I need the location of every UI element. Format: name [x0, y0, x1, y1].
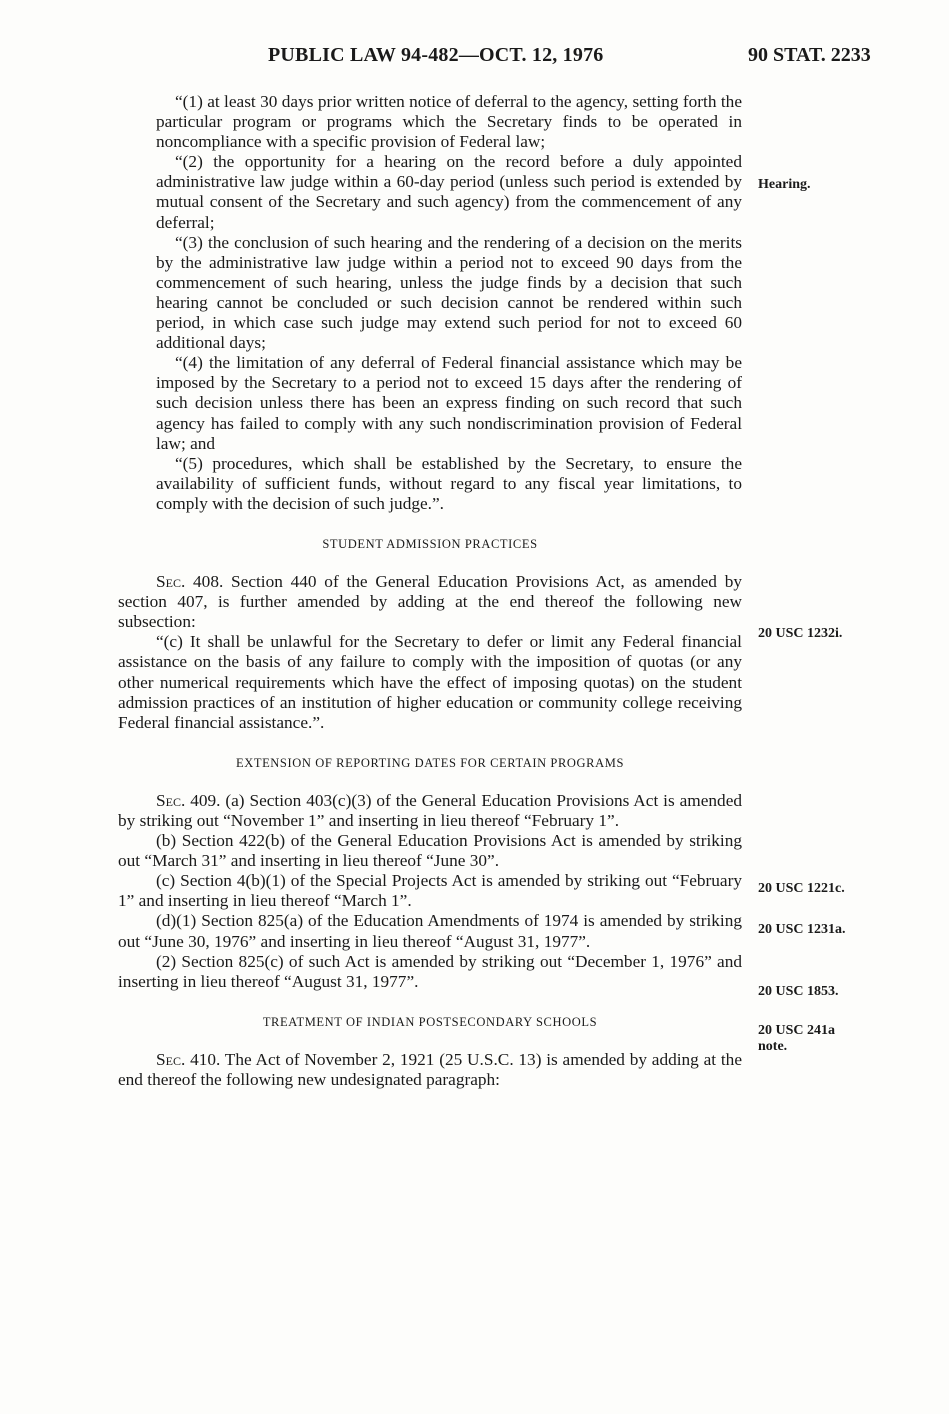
paragraph-item-4: “(4) the limitation of any deferral of Federal financial assistance which may be imposed by the Secretary to a period not to exceed 15 days after the rendering of such decision unless there has been an express finding on such record that such agency has failed to comply with any such nondiscrimination provision of Federal law; and: [156, 353, 742, 453]
running-header: [0, 44, 949, 74]
heading-indian-postsecondary-schools: TREATMENT OF INDIAN POSTSECONDARY SCHOOLS: [262, 1014, 598, 1029]
section-409-paragraph-a: [118, 791, 742, 831]
section-409-label: Sec.: [156, 790, 186, 810]
paragraph-item-5: “(5) procedures, which shall be established by the Secretary, to ensure the availability of sufficient funds, without regard to any fiscal year limitations, to comply with the decision of such judge.”.: [156, 453, 742, 513]
section-409-paragraph-c: (c) Section 4(b)(1) of the Special Projects Act is amended by striking out “February 1” and inserting in lieu thereof “March 1”.: [118, 871, 742, 911]
section-410-label: Sec.: [156, 1049, 186, 1069]
main-text-column: [118, 92, 742, 1090]
section-408-text: 408. Section 440 of the General Education Provisions Act, as amended by section 407, is further amended by adding at the end thereof the following new subsection:: [118, 572, 742, 632]
section-409-paragraph-d2: (2) Section 825(c) of such Act is amended by striking out “December 1, 1976” and inserting in lieu thereof “August 31, 1977”.: [118, 951, 742, 991]
margin-note-20-usc-1231a: 20 USC 1231a.: [758, 922, 846, 937]
section-408-paragraph: [118, 572, 742, 632]
margin-note-hearing: Hearing.: [758, 177, 811, 192]
section-409-a-text: 409. (a) Section 403(c)(3) of the General Education Provisions Act is amended by striking out “November 1” and inserting in lieu thereof “February 1”.: [118, 790, 743, 830]
heading-extension-of-reporting-dates: EXTENSION OF REPORTING DATES FOR CERTAIN PROGRAMS: [235, 755, 625, 770]
section-409-paragraph-b: (b) Section 422(b) of the General Education Provisions Act is amended by striking out “March 31” and inserting in lieu thereof “June 30”.: [118, 831, 742, 871]
paragraph-item-3: “(3) the conclusion of such hearing and the rendering of a decision on the merits by the administrative law judge within a period not to exceed 90 days from the commencement of such hearing, unless the judge finds by a decision that such hearing cannot be concluded or such decision cannot be rendered within such period, in which case such judge may extend such period for not to exceed 60 additional days;: [156, 232, 742, 353]
section-409-paragraph-d1: (d)(1) Section 825(a) of the Education Amendments of 1974 is amended by striking out “June 30, 1976” and inserting in lieu thereof “August 31, 1977”.: [118, 911, 742, 951]
running-title: PUBLIC LAW 94-482—OCT. 12, 1976: [268, 44, 604, 66]
margin-note-20-usc-241a: 20 USC 241a note.: [758, 1023, 836, 1054]
section-410-paragraph: [118, 1050, 742, 1090]
section-408-label: Sec.: [156, 572, 186, 592]
paragraph-item-1: “(1) at least 30 days prior written notice of deferral to the agency, setting forth the particular program or programs which the Secretary finds to be operated in noncompliance with a specific provision of Federal law;: [156, 92, 742, 152]
statute-page-number: 90 STAT. 2233: [748, 44, 871, 66]
heading-student-admission-practices: STUDENT ADMISSION PRACTICES: [322, 536, 538, 551]
margin-note-20-usc-1232i: 20 USC 1232i.: [758, 626, 843, 641]
section-408-subsection-c: “(c) It shall be unlawful for the Secretary to defer or limit any Federal financial assistance on the basis of any failure to comply with the imposition of quotas (or any other numerical requirements which have the effect of imposing quotas) on the student admission practices of an institution of higher education or community college receiving Federal financial assistance.”.: [118, 632, 742, 732]
section-410-text: 410. The Act of November 2, 1921 (25 U.S.C. 13) is amended by adding at the end thereof the following new undesignated paragraph:: [118, 1049, 742, 1090]
margin-note-20-usc-1853: 20 USC 1853.: [758, 984, 839, 999]
paragraph-item-2: “(2) the opportunity for a hearing on the record before a duly appointed administrative law judge within a 60-day period (unless such period is extended by mutual consent of the Secretary and such agency) from the commencement of any deferral;: [156, 152, 742, 232]
margin-note-20-usc-1221c: 20 USC 1221c.: [758, 881, 845, 896]
